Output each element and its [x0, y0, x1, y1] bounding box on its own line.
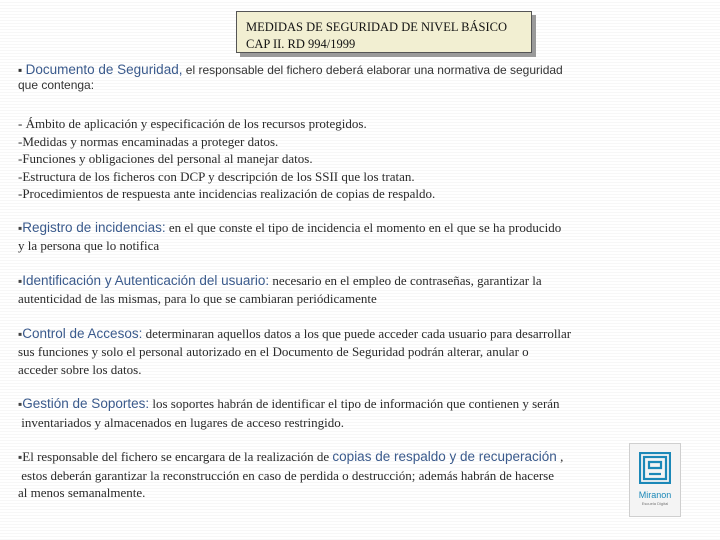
- list-item: -Medidas y normas encaminadas a proteger datos.: [18, 133, 279, 149]
- bullet: ▪: [18, 326, 23, 341]
- requirements-list: [18, 115, 658, 203]
- responsable-label: copias de respaldo y de recuperación: [332, 449, 557, 464]
- registro-label: Registro de incidencias:: [22, 219, 166, 235]
- slide-content: [18, 62, 658, 502]
- logo-brand: Miranon: [638, 490, 672, 500]
- control-line-1: determinaran aquellos datos a los que puede acceder cada usuario para desarrollar: [142, 325, 572, 341]
- gestion-line-1: los soportes habrán de identificar el tipo de información que contienen y serán: [149, 396, 560, 411]
- control-accesos-block: [18, 325, 658, 379]
- title-line-2: CAP II. RD 994/1999: [246, 37, 356, 51]
- intro-text-2: que contenga:: [18, 78, 95, 92]
- bullet: ▪: [18, 63, 23, 77]
- control-line-3: acceder sobre los datos.: [18, 361, 142, 377]
- title-line-1: MEDIDAS DE SEGURIDAD DE NIVEL BÁSICO: [246, 20, 507, 34]
- list-item: -Estructura de los ficheros con DCP y descripción de los SSII que los tratan.: [18, 168, 415, 184]
- responsable-line-3: al menos semanalmente.: [18, 485, 146, 500]
- bullet: ▪: [18, 220, 23, 235]
- registro-line-2: y la persona que lo notifica: [18, 238, 160, 253]
- miranon-logo: [629, 443, 681, 517]
- gestion-soportes-block: [18, 395, 658, 431]
- control-label: Control de Accesos:: [22, 325, 143, 341]
- logo-subtitle: Escuela Digital: [641, 501, 669, 506]
- gestion-label: Gestión de Soportes:: [22, 396, 150, 411]
- intro-text-1: el responsable del fichero deberá elaborar una normativa de seguridad: [182, 63, 563, 77]
- identificacion-line-1: necesario en el empleo de contraseñas, garantizar la: [269, 272, 542, 288]
- registro-line-1: en el que conste el tipo de incidencia el momento en el que se ha producido: [165, 219, 562, 235]
- identificacion-block: [18, 272, 658, 308]
- gestion-line-2: inventariados y almacenados en lugares de acceso restringido.: [18, 414, 344, 430]
- identificacion-label: Identificación y Autenticación del usuario:: [22, 272, 270, 288]
- responsable-line-2: estos deberán garantizar la reconstrucción en caso de perdida o destrucción; además habrán de hacerse: [18, 467, 554, 483]
- responsable-text-1: El responsable del fichero se encargara de la realización de: [22, 449, 333, 464]
- miranon-logo-icon: [639, 452, 671, 484]
- list-item: - Ámbito de aplicación y especificación de los recursos protegidos.: [18, 116, 367, 131]
- list-item: -Funciones y obligaciones del personal al manejar datos.: [18, 151, 313, 166]
- registro-incidencias-block: [18, 219, 658, 255]
- bullet: ▪: [18, 450, 23, 464]
- bullet: ▪: [18, 273, 23, 288]
- title-box: [236, 11, 532, 53]
- control-line-2: sus funciones y solo el personal autorizado en el Documento de Seguridad podrán alterar, anular o: [18, 344, 529, 359]
- responsable-block: [18, 448, 658, 502]
- list-item: -Procedimientos de respuesta ante incidencias realización de copias de respaldo.: [18, 186, 436, 201]
- bullet: ▪: [18, 397, 23, 411]
- intro-lead: Documento de Seguridad,: [25, 62, 183, 77]
- intro-paragraph: [18, 62, 658, 93]
- responsable-text-2: ,: [556, 449, 564, 464]
- identificacion-line-2: autenticidad de las mismas, para lo que se cambiaran periódicamente: [18, 291, 377, 306]
